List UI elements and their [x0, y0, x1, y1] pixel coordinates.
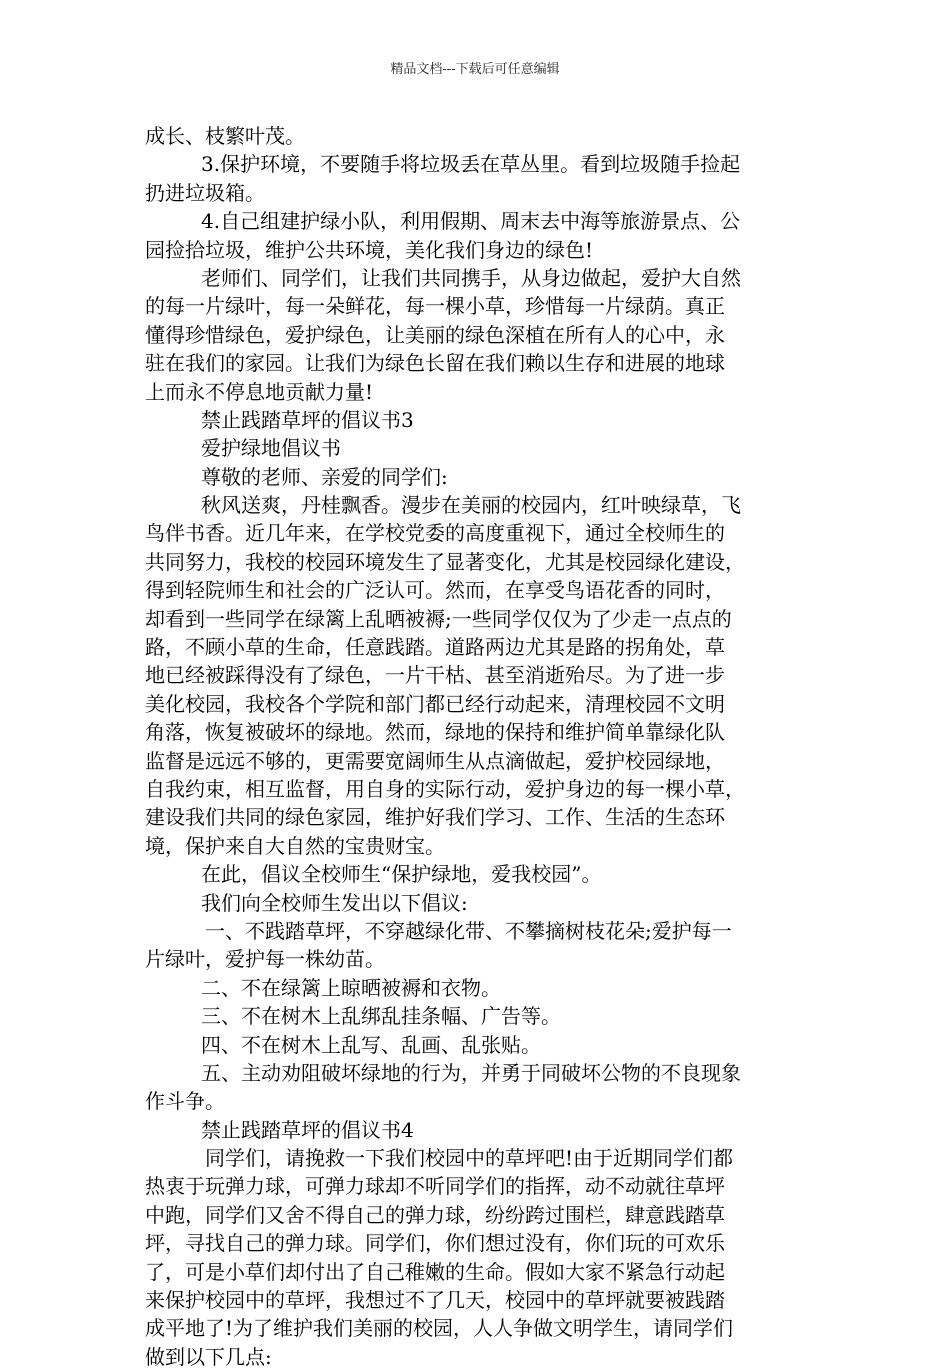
text-line: 园捡拾垃圾，维护公共环境，美化我们身边的绿色! — [145, 237, 594, 262]
text-line: 禁止践踏草坪的倡议书4 — [201, 1117, 414, 1142]
text-line: 建设我们共同的绿色家园，维护好我们学习、工作、生活的生态环 — [145, 805, 725, 830]
text-line: 禁止践踏草坪的倡议书3 — [201, 407, 414, 432]
text-line: 三、不在树木上乱绑乱挂条幅、广告等。 — [201, 1004, 561, 1029]
text-line: 地已经被踩得没有了绿色，一片干枯、甚至消逝殆尽。为了进一步 — [145, 663, 725, 688]
text-line: 鸟伴书香。近几年来，在学校党委的高度重视下，通过全校师生的 — [145, 521, 725, 546]
text-line: 秋风送爽，丹桂飘香。漫步在美丽的校园内，红叶映绿草，飞 — [201, 493, 741, 518]
text-line: 爱护绿地倡议书 — [201, 436, 341, 461]
document-body — [145, 122, 815, 1371]
text-line: 四、不在树木上乱写、乱画、乱张贴。 — [201, 1032, 541, 1057]
text-line: 作斗争。 — [145, 1089, 225, 1114]
text-line: 热衷于玩弹力球，可弹力球却不听同学们的指挥，动不动就往草坪 — [145, 1174, 725, 1199]
text-line: 成平地了!为了维护我们美丽的校园，人人争做文明学生，请同学们 — [145, 1316, 734, 1341]
text-line: 角落，恢复被破坏的绿地。然而，绿地的保持和维护简单靠绿化队 — [145, 720, 725, 745]
text-line: 3.保护环境，不要随手将垃圾丢在草丛里。看到垃圾随手捡起 — [201, 152, 741, 177]
page-header: 精品文档---下载后可任意编辑 — [390, 62, 560, 77]
text-line: 尊敬的老师、亲爱的同学们: — [201, 464, 448, 489]
text-line: 中跑，同学们又舍不得自己的弹力球，纷纷跨过围栏，肆意践踏草 — [145, 1202, 725, 1227]
text-line: 境，保护来自大自然的宝贵财宝。 — [145, 833, 445, 858]
text-line: 驻在我们的家园。让我们为绿色长留在我们赖以生存和进展的地球 — [145, 351, 725, 376]
text-line: 扔进垃圾箱。 — [145, 180, 265, 205]
text-line: 4.自己组建护绿小队，利用假期、周末去中海等旅游景点、公 — [201, 209, 741, 234]
text-line: 的每一片绿叶，每一朵鲜花，每一棵小草，珍惜每一片绿荫。真正 — [145, 294, 725, 319]
text-line: 来保护校园中的草坪，我想过不了几天，校园中的草坪就要被践踏 — [145, 1288, 725, 1313]
text-line: 坪，寻找自己的弹力球。同学们，你们想过没有，你们玩的可欢乐 — [145, 1231, 725, 1256]
text-line: 片绿叶，爱护每一株幼苗。 — [145, 947, 385, 972]
text-line: 二、不在绿篱上晾晒被褥和衣物。 — [201, 975, 501, 1000]
text-line: 一、不践踏草坪，不穿越绿化带、不攀摘树枝花朵;爱护每一 — [205, 918, 732, 943]
text-line: 成长、枝繁叶茂。 — [145, 124, 305, 148]
text-line: 监督是远远不够的，更需要宽阔师生从点滴做起，爱护校园绿地， — [145, 748, 725, 773]
text-line: 我们向全校师生发出以下倡议: — [201, 890, 468, 915]
text-line: 路，不顾小草的生命，任意践踏。道路两边尤其是路的拐角处，草 — [145, 635, 725, 660]
text-line: 上而永不停息地贡献力量! — [145, 379, 374, 404]
text-line: 得到轻院师生和社会的广泛认可。然而，在享受鸟语花香的同时， — [145, 578, 725, 603]
text-line: 老师们、同学们，让我们共同携手，从身边做起，爱护大自然 — [201, 265, 741, 290]
text-line: 自我约束，相互监督，用自身的实际行动，爱护身边的每一棵小草， — [145, 776, 745, 801]
text-line: 五、主动劝阻破坏绿地的行为，并勇于同破坏公物的不良现象 — [201, 1060, 741, 1085]
text-line: 共同努力，我校的校园环境发生了显著变化，尤其是校园绿化建设， — [145, 549, 745, 574]
text-line: 在此，倡议全校师生“保护绿地，爱我校园”。 — [201, 862, 602, 887]
text-line: 同学们，请挽救一下我们校园中的草坪吧!由于近期同学们都 — [205, 1146, 734, 1171]
text-line: 懂得珍惜绿色，爱护绿色，让美丽的绿色深植在所有人的心中，永 — [145, 322, 725, 347]
text-line: 做到以下几点: — [145, 1344, 272, 1369]
text-line: 了，可是小草们却付出了自己稚嫩的生命。假如大家不紧急行动起 — [145, 1259, 725, 1284]
text-line: 美化校园，我校各个学院和部门都已经行动起来，清理校园不文明 — [145, 691, 725, 716]
text-line: 却看到一些同学在绿篱上乱晒被褥;一些同学仅仅为了少走一点点的 — [145, 606, 732, 631]
